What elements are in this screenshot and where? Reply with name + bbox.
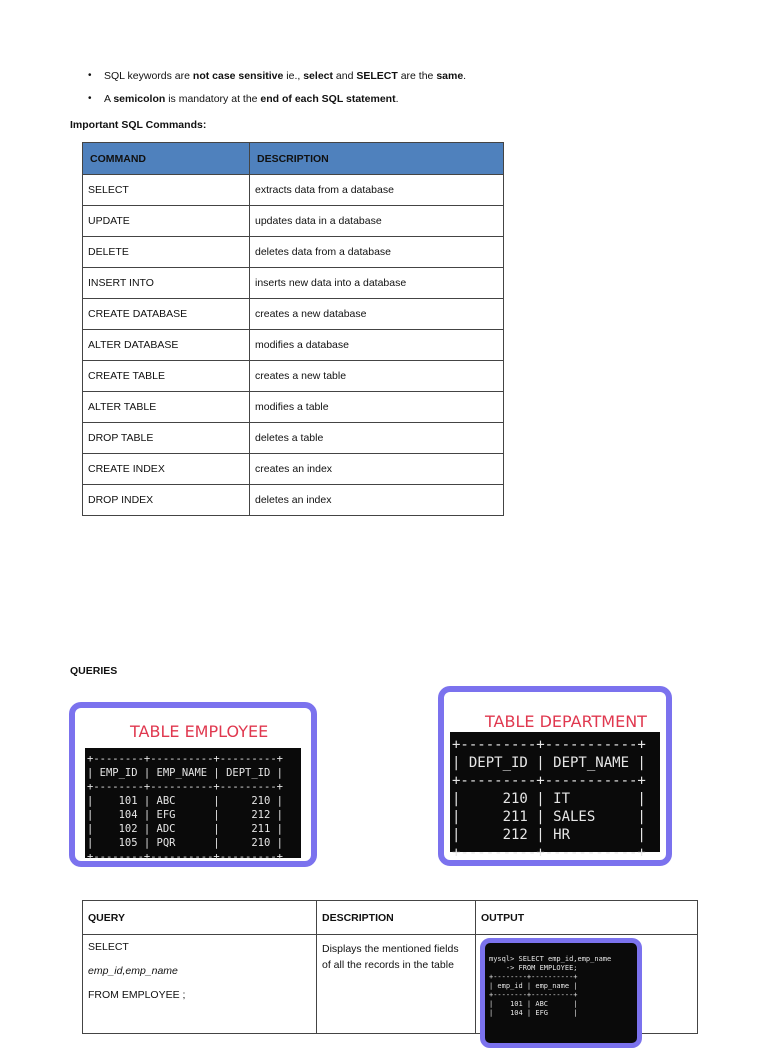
bold-text: select [303,70,333,82]
command-cell: ALTER DATABASE [83,330,250,361]
description-cell: creates an index [250,454,504,485]
query-line: SELECT [88,941,129,953]
description-cell: creates a new database [250,299,504,330]
command-cell: SELECT [83,175,250,206]
text: . [395,93,399,105]
query-line: FROM EMPLOYEE ; [88,989,186,1001]
text: A [104,93,114,105]
description-cell: deletes a table [250,423,504,454]
command-cell: INSERT INTO [83,268,250,299]
column-header: COMMAND [83,143,250,175]
description-cell: creates a new table [250,361,504,392]
bold-text: SELECT [356,70,398,82]
department-table-image [438,686,672,866]
table-row [83,299,504,330]
description-cell: modifies a database [250,330,504,361]
command-cell: ALTER TABLE [83,392,250,423]
bullet-list [86,70,466,116]
bold-text: same [436,70,464,82]
description-cell: deletes data from a database [250,237,504,268]
department-image-title: TABLE DEPARTMENT [485,712,647,731]
table-header-row [83,901,698,935]
table-row [83,361,504,392]
bold-text: semicolon [113,93,166,105]
employee-table-image [69,702,317,867]
bold-text: end of each SQL statement [260,93,396,105]
query-fields: emp_id,emp_name [88,965,178,977]
description-cell: modifies a table [250,392,504,423]
table-row [83,392,504,423]
commands-table [82,142,504,516]
description-cell: inserts new data into a database [250,268,504,299]
command-cell: CREATE DATABASE [83,299,250,330]
command-cell: DELETE [83,237,250,268]
queries-heading: QUERIES [70,665,118,677]
query-line [88,965,311,989]
table-row [83,330,504,361]
description-cell: extracts data from a database [250,175,504,206]
command-cell: CREATE TABLE [83,361,250,392]
command-cell: CREATE INDEX [83,454,250,485]
column-header: OUTPUT [476,901,698,935]
commands-heading: Important SQL Commands: [70,119,207,131]
table-row [83,268,504,299]
column-header: QUERY [83,901,317,935]
command-cell: DROP INDEX [83,485,250,516]
command-cell: DROP TABLE [83,423,250,454]
department-terminal-output: +---------+-----------+ | DEPT_ID | DEPT_NAME | +---------+-----------+ | 210 | IT | | 211 | SALES | | 212 | HR | +---------+-----------+ [450,732,660,852]
description-cell [317,935,476,1034]
employee-terminal-output: +--------+----------+---------+ | EMP_ID | EMP_NAME | DEPT_ID | +--------+----------+---------+ | 101 | ABC | 210 | | 104 | EFG | 212 | | 102 | ADC | 211 | | 105 | PQR | 210 | +--------+----------+---------+ [85,748,301,858]
text: is mandatory at the [165,93,261,105]
column-header: DESCRIPTION [317,901,476,935]
text: ie., [283,70,304,82]
text: are the [397,70,437,82]
query-cell [83,935,317,1034]
table-row [83,423,504,454]
table-row [83,206,504,237]
table-row [83,175,504,206]
bold-text: not case sensitive [192,70,284,82]
description-cell: deletes an index [250,485,504,516]
bullet-item [86,93,466,116]
table-row [83,454,504,485]
output-terminal: mysql> SELECT emp_id,emp_name -> FROM EMPLOYEE; +--------+----------+ | emp_id | emp_name | +--------+----------+ | 101 | ABC | | 104 | EFG | [489,955,612,1017]
description-cell: updates data in a database [250,206,504,237]
description-text: Displays the mentioned fields of all the records in the table [322,943,459,971]
column-header: DESCRIPTION [250,143,504,175]
text: SQL keywords are [104,70,193,82]
table-header-row [83,143,504,175]
text: . [463,70,467,82]
table-row [83,237,504,268]
output-image [480,938,642,1048]
text: and [333,70,357,82]
bullet-item [86,70,466,93]
table-row [83,485,504,516]
command-cell: UPDATE [83,206,250,237]
employee-image-title: TABLE EMPLOYEE [130,722,269,741]
